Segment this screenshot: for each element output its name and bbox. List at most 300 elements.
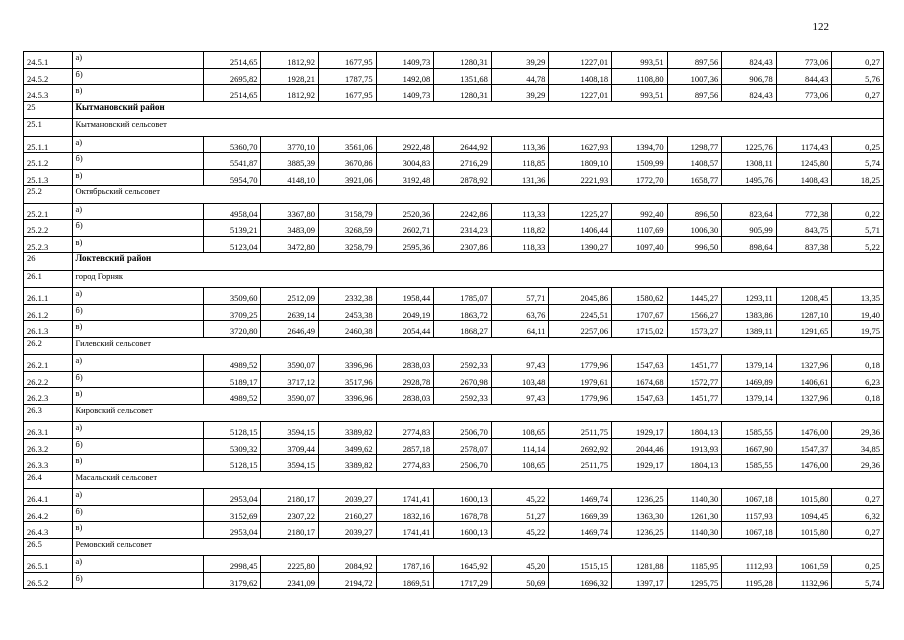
table-row [24,52,884,69]
value-cell: 1157,93 [722,505,777,522]
value-cell: 1572,77 [667,371,722,388]
value-cell: 5,76 [832,68,884,85]
value-cell: 2716,29 [434,153,492,170]
row-code: 26.4.2 [24,505,73,522]
value-cell: 29,36 [832,422,884,439]
value-cell: 2045,86 [549,288,612,305]
value-cell: 1208,45 [776,288,832,305]
value-cell: 5,22 [832,236,884,253]
value-cell: 1707,67 [612,304,668,321]
value-cell: 1280,31 [434,85,492,102]
value-cell: 1379,14 [722,388,777,405]
value-cell: 1715,02 [612,321,668,338]
section-code: 26.3 [24,404,73,422]
table-row [24,153,884,170]
value-cell: 1293,11 [722,288,777,305]
value-cell: 1476,00 [776,455,832,472]
value-cell: 50,69 [491,572,549,589]
value-cell: 1327,96 [776,355,832,372]
value-cell: 1383,86 [722,304,777,321]
row-variant: а) [72,203,203,220]
value-cell: 2180,17 [261,489,319,506]
section-code: 26 [24,253,73,271]
value-cell: 2341,09 [261,572,319,589]
value-cell: 2578,07 [434,438,492,455]
row-code: 26.3.3 [24,455,73,472]
value-cell: 2054,44 [376,321,434,338]
value-cell: 5309,32 [203,438,261,455]
value-cell: 1573,27 [667,321,722,338]
value-cell: 39,29 [491,52,549,69]
value-cell: 1097,40 [612,236,668,253]
table-row [24,68,884,85]
value-cell: 1741,41 [376,522,434,539]
table-row [24,220,884,237]
value-cell: 114,14 [491,438,549,455]
row-code: 25.1.2 [24,153,73,170]
value-cell: 3152,69 [203,505,261,522]
row-code: 24.5.2 [24,68,73,85]
settlement-title: Октябрьский сельсовет [72,186,884,204]
value-cell: 108,65 [491,422,549,439]
table-row [24,388,884,405]
value-cell: 113,33 [491,203,549,220]
section-code: 25.1 [24,119,73,137]
value-cell: 3709,25 [203,304,261,321]
row-variant: в) [72,455,203,472]
value-cell: 1390,27 [549,236,612,253]
value-cell: 1112,93 [722,556,777,573]
settlement-title: Ремовский сельсовет [72,538,884,556]
value-cell: 2520,36 [376,203,434,220]
value-cell: 1379,14 [722,355,777,372]
settlement-title: Гилевский сельсовет [72,337,884,355]
row-code: 26.5.1 [24,556,73,573]
table-row [24,371,884,388]
value-cell: 1772,70 [612,169,668,186]
value-cell: 18,25 [832,169,884,186]
value-cell: 1812,92 [261,52,319,69]
row-variant: б) [72,505,203,522]
value-cell: 2180,17 [261,522,319,539]
value-cell: 1677,95 [319,52,377,69]
value-cell: 1295,75 [667,572,722,589]
value-cell: 2592,33 [434,355,492,372]
row-variant: а) [72,489,203,506]
table-row [24,438,884,455]
value-cell: 2039,27 [319,522,377,539]
value-cell: 1509,99 [612,153,668,170]
value-cell: 1913,93 [667,438,722,455]
value-cell: 1812,92 [261,85,319,102]
table-row [24,304,884,321]
section-code: 25.2 [24,186,73,204]
value-cell: 5,71 [832,220,884,237]
value-cell: 1929,17 [612,455,668,472]
value-cell: 2314,23 [434,220,492,237]
value-cell: 906,78 [722,68,777,85]
value-cell: 2511,75 [549,455,612,472]
value-cell: 844,43 [776,68,832,85]
row-variant: а) [72,136,203,153]
value-cell: 1476,00 [776,422,832,439]
value-cell: 1195,28 [722,572,777,589]
value-cell: 1308,11 [722,153,777,170]
value-cell: 996,50 [667,236,722,253]
value-cell: 1547,63 [612,355,668,372]
value-cell: 2514,65 [203,85,261,102]
table-row [24,355,884,372]
value-cell: 1107,69 [612,220,668,237]
row-code: 25.1.1 [24,136,73,153]
district-title: Локтевский район [72,253,884,271]
value-cell: 5,74 [832,572,884,589]
value-cell: 2774,83 [376,422,434,439]
value-cell: 897,56 [667,52,722,69]
value-cell: 5360,70 [203,136,261,153]
row-code: 26.1.2 [24,304,73,321]
row-variant: в) [72,522,203,539]
value-cell: 2644,92 [434,136,492,153]
value-cell: 57,71 [491,288,549,305]
value-cell: 2506,70 [434,422,492,439]
value-cell: 1804,13 [667,422,722,439]
value-cell: 1515,15 [549,556,612,573]
settlement-heading-row [24,186,884,204]
value-cell: 34,85 [832,438,884,455]
value-cell: 19,75 [832,321,884,338]
value-cell: 3004,83 [376,153,434,170]
value-cell: 2692,92 [549,438,612,455]
table-row [24,236,884,253]
value-cell: 103,48 [491,371,549,388]
value-cell: 1674,68 [612,371,668,388]
value-cell: 118,82 [491,220,549,237]
value-cell: 1394,70 [612,136,668,153]
settlement-heading-row [24,471,884,489]
value-cell: 3389,82 [319,455,377,472]
value-cell: 1185,95 [667,556,722,573]
value-cell: 1863,72 [434,304,492,321]
settlement-heading-row [24,538,884,556]
row-code: 26.3.2 [24,438,73,455]
value-cell: 2670,98 [434,371,492,388]
row-variant: в) [72,236,203,253]
settlement-title: город Горняк [72,270,884,288]
value-cell: 4989,52 [203,388,261,405]
value-cell: 1389,11 [722,321,777,338]
value-cell: 131,36 [491,169,549,186]
value-cell: 2592,33 [434,388,492,405]
value-cell: 1469,89 [722,371,777,388]
table-row [24,288,884,305]
settlement-title: Кытмановский сельсовет [72,119,884,137]
table-row [24,85,884,102]
value-cell: 0,27 [832,85,884,102]
row-variant: а) [72,52,203,69]
value-cell: 1804,13 [667,455,722,472]
row-variant: в) [72,388,203,405]
value-cell: 1979,61 [549,371,612,388]
value-cell: 3709,44 [261,438,319,455]
value-cell: 773,06 [776,85,832,102]
value-cell: 1658,77 [667,169,722,186]
value-cell: 993,51 [612,85,668,102]
value-cell: 19,40 [832,304,884,321]
value-cell: 1696,32 [549,572,612,589]
row-variant: б) [72,304,203,321]
value-cell: 1741,41 [376,489,434,506]
value-cell: 1451,77 [667,388,722,405]
value-cell: 45,22 [491,489,549,506]
value-cell: 1132,96 [776,572,832,589]
row-code: 25.2.1 [24,203,73,220]
value-cell: 1067,18 [722,522,777,539]
table-row [24,572,884,589]
value-cell: 3472,80 [261,236,319,253]
tariff-table [23,51,884,589]
row-code: 25.2.2 [24,220,73,237]
value-cell: 2257,06 [549,321,612,338]
settlement-heading-row [24,337,884,355]
value-cell: 1409,73 [376,52,434,69]
section-code: 26.2 [24,337,73,355]
value-cell: 0,18 [832,388,884,405]
value-cell: 3885,39 [261,153,319,170]
value-cell: 1406,61 [776,371,832,388]
value-cell: 1566,27 [667,304,722,321]
row-variant: в) [72,85,203,102]
value-cell: 1645,92 [434,556,492,573]
value-cell: 2922,48 [376,136,434,153]
value-cell: 5128,15 [203,455,261,472]
value-cell: 2044,46 [612,438,668,455]
settlement-title: Масальский сельсовет [72,471,884,489]
value-cell: 898,64 [722,236,777,253]
value-cell: 2160,27 [319,505,377,522]
value-cell: 3720,80 [203,321,261,338]
value-cell: 1067,18 [722,489,777,506]
value-cell: 51,27 [491,505,549,522]
settlement-heading-row [24,404,884,422]
value-cell: 2307,22 [261,505,319,522]
value-cell: 1928,21 [261,68,319,85]
value-cell: 1809,10 [549,153,612,170]
value-cell: 2511,75 [549,422,612,439]
value-cell: 2595,36 [376,236,434,253]
value-cell: 4958,04 [203,203,261,220]
value-cell: 1174,43 [776,136,832,153]
value-cell: 2878,92 [434,169,492,186]
value-cell: 1006,30 [667,220,722,237]
value-cell: 905,99 [722,220,777,237]
row-variant: б) [72,438,203,455]
row-code: 26.2.3 [24,388,73,405]
value-cell: 3509,60 [203,288,261,305]
value-cell: 1007,36 [667,68,722,85]
value-cell: 1061,59 [776,556,832,573]
value-cell: 3590,07 [261,388,319,405]
value-cell: 3517,96 [319,371,377,388]
settlement-heading-row [24,119,884,137]
value-cell: 1469,74 [549,489,612,506]
row-variant: а) [72,288,203,305]
settlement-title: Кировский сельсовет [72,404,884,422]
value-cell: 1225,27 [549,203,612,220]
district-heading-row [24,101,884,119]
value-cell: 2953,04 [203,489,261,506]
value-cell: 0,25 [832,556,884,573]
value-cell: 2332,38 [319,288,377,305]
value-cell: 1261,30 [667,505,722,522]
value-cell: 1406,44 [549,220,612,237]
table-row [24,505,884,522]
value-cell: 2928,78 [376,371,434,388]
value-cell: 2084,92 [319,556,377,573]
row-variant: б) [72,371,203,388]
value-cell: 2506,70 [434,455,492,472]
value-cell: 29,36 [832,455,884,472]
value-cell: 3179,62 [203,572,261,589]
row-code: 25.2.3 [24,236,73,253]
value-cell: 3192,48 [376,169,434,186]
row-code: 24.5.1 [24,52,73,69]
row-code: 25.1.3 [24,169,73,186]
row-variant: а) [72,422,203,439]
value-cell: 1015,80 [776,489,832,506]
value-cell: 2453,38 [319,304,377,321]
value-cell: 2838,03 [376,388,434,405]
value-cell: 1600,13 [434,522,492,539]
value-cell: 3158,79 [319,203,377,220]
row-variant: б) [72,153,203,170]
value-cell: 1108,80 [612,68,668,85]
value-cell: 0,27 [832,489,884,506]
value-cell: 1495,76 [722,169,777,186]
value-cell: 1832,16 [376,505,434,522]
value-cell: 1227,01 [549,52,612,69]
value-cell: 6,32 [832,505,884,522]
value-cell: 108,65 [491,455,549,472]
value-cell: 4148,10 [261,169,319,186]
value-cell: 64,11 [491,321,549,338]
value-cell: 1225,76 [722,136,777,153]
value-cell: 2774,83 [376,455,434,472]
value-cell: 2225,80 [261,556,319,573]
value-cell: 1451,77 [667,355,722,372]
table-row [24,422,884,439]
value-cell: 1580,62 [612,288,668,305]
row-code: 26.1.1 [24,288,73,305]
value-cell: 2039,27 [319,489,377,506]
value-cell: 3670,86 [319,153,377,170]
value-cell: 3594,15 [261,455,319,472]
row-code: 26.5.2 [24,572,73,589]
value-cell: 2049,19 [376,304,434,321]
row-variant: б) [72,220,203,237]
value-cell: 993,51 [612,52,668,69]
value-cell: 1787,75 [319,68,377,85]
value-cell: 1445,27 [667,288,722,305]
value-cell: 6,23 [832,371,884,388]
value-cell: 2460,38 [319,321,377,338]
value-cell: 5541,87 [203,153,261,170]
value-cell: 1015,80 [776,522,832,539]
value-cell: 2998,45 [203,556,261,573]
value-cell: 1327,96 [776,388,832,405]
value-cell: 5123,04 [203,236,261,253]
value-cell: 1547,63 [612,388,668,405]
value-cell: 118,85 [491,153,549,170]
value-cell: 97,43 [491,388,549,405]
value-cell: 3389,82 [319,422,377,439]
value-cell: 843,75 [776,220,832,237]
section-code: 26.4 [24,471,73,489]
value-cell: 0,27 [832,52,884,69]
table-row [24,203,884,220]
value-cell: 3396,96 [319,355,377,372]
row-code: 26.2.2 [24,371,73,388]
value-cell: 1409,73 [376,85,434,102]
value-cell: 1298,77 [667,136,722,153]
value-cell: 1779,96 [549,355,612,372]
table-row [24,556,884,573]
value-cell: 823,64 [722,203,777,220]
value-cell: 4989,52 [203,355,261,372]
value-cell: 5139,21 [203,220,261,237]
value-cell: 837,38 [776,236,832,253]
table-row [24,455,884,472]
value-cell: 2512,09 [261,288,319,305]
value-cell: 45,22 [491,522,549,539]
value-cell: 897,56 [667,85,722,102]
value-cell: 824,43 [722,85,777,102]
value-cell: 992,40 [612,203,668,220]
value-cell: 1785,07 [434,288,492,305]
value-cell: 2695,82 [203,68,261,85]
value-cell: 1717,29 [434,572,492,589]
value-cell: 1281,88 [612,556,668,573]
row-code: 26.1.3 [24,321,73,338]
value-cell: 2307,86 [434,236,492,253]
table-row [24,522,884,539]
value-cell: 3717,12 [261,371,319,388]
section-code: 26.5 [24,538,73,556]
value-cell: 1677,95 [319,85,377,102]
value-cell: 1236,25 [612,522,668,539]
value-cell: 1600,13 [434,489,492,506]
value-cell: 0,27 [832,522,884,539]
value-cell: 3499,62 [319,438,377,455]
value-cell: 1585,55 [722,422,777,439]
value-cell: 3921,06 [319,169,377,186]
row-code: 24.5.3 [24,85,73,102]
value-cell: 1280,31 [434,52,492,69]
value-cell: 0,25 [832,136,884,153]
value-cell: 824,43 [722,52,777,69]
table-row [24,169,884,186]
value-cell: 1787,16 [376,556,434,573]
value-cell: 1929,17 [612,422,668,439]
value-cell: 3770,10 [261,136,319,153]
section-code: 25 [24,101,73,119]
settlement-heading-row [24,270,884,288]
row-code: 26.4.3 [24,522,73,539]
value-cell: 1958,44 [376,288,434,305]
value-cell: 5128,15 [203,422,261,439]
value-cell: 1227,01 [549,85,612,102]
row-code: 26.2.1 [24,355,73,372]
